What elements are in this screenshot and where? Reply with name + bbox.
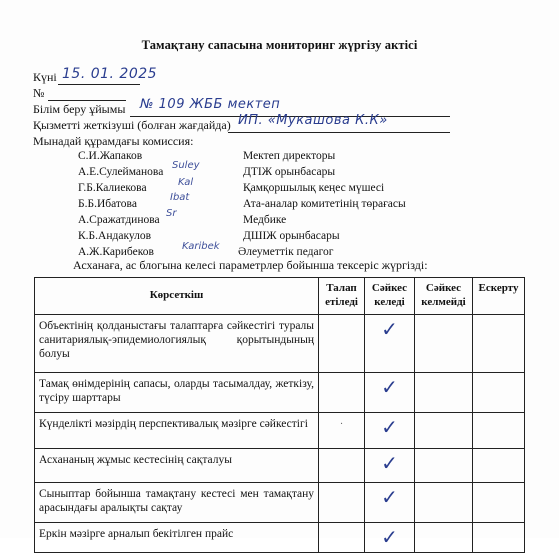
member-name: Г.Б.Калиекова: [78, 182, 147, 194]
table-row: [35, 412, 525, 448]
note-cell: [473, 412, 525, 448]
date-label: Күні: [33, 70, 57, 84]
checkmark-icon: ✓: [381, 374, 398, 399]
indicator-cell: Күнделікті мәзірдің перспективалық мәзірге сәйкестігі: [35, 412, 319, 448]
number-label: №: [33, 86, 45, 100]
required-mark: ·: [339, 418, 344, 430]
not-complies-cell: [415, 412, 473, 448]
header-complies: Сәйкес келеді: [365, 278, 415, 315]
note-cell: [473, 482, 525, 522]
date-value: 15. 01. 2025: [62, 66, 158, 82]
service-label: Қызметті жеткізуші (болған жағдайда): [33, 118, 231, 132]
header-not-complies: Сәйкес келмейді: [415, 278, 473, 315]
checkmark-icon: ✓: [381, 450, 398, 475]
service-value: ИП. «Мукашова К.К»: [238, 113, 388, 128]
not-complies-cell: [415, 522, 473, 552]
table-row: [35, 314, 525, 372]
table-row: [35, 448, 525, 482]
checkmark-icon: ✓: [381, 316, 398, 341]
service-underline: [228, 132, 450, 133]
not-complies-cell: [415, 482, 473, 522]
school-value: № 109 ЖББ мектеп: [140, 97, 281, 112]
header-note: Ескерту: [473, 278, 525, 315]
document-title: Тамақтану сапасына мониторинг жүргізу актісі: [141, 38, 418, 52]
member-name: Б.Б.Ибатова: [78, 198, 137, 210]
member-name: С.И.Жапаков: [78, 150, 143, 162]
member-name: К.Б.Андакулов: [78, 230, 152, 242]
required-cell: [319, 314, 365, 372]
signature-scribble: Kal: [178, 177, 194, 188]
header-required: Талап етіледі: [319, 278, 365, 315]
not-complies-cell: [415, 448, 473, 482]
date-underline: [58, 84, 140, 85]
indicator-cell: Асхананың жұмыс кестесінің сақталуы: [35, 448, 319, 482]
checkmark-icon: ✓: [381, 524, 398, 549]
table-row: [35, 522, 525, 552]
required-cell: [319, 372, 365, 412]
member-role: Ата-аналар комитетінің төрағасы: [243, 198, 406, 210]
required-cell: [319, 448, 365, 482]
checkmark-icon: ✓: [381, 414, 398, 439]
member-role: Медбике: [243, 214, 287, 226]
member-name: А.Е.Сулейманова: [78, 166, 164, 178]
not-complies-cell: [415, 372, 473, 412]
intro-text: Асханаға, ас блогына келесі параметрлер бойынша тексеріс жүргізді:: [73, 258, 428, 272]
note-cell: [473, 448, 525, 482]
signature-scribble: Suley: [172, 160, 200, 171]
table-header-row: [35, 278, 525, 315]
indicator-cell: Сыныптар бойынша тамақтану кестесі мен тамақтану арасындағы аралықты сақтау: [35, 482, 319, 522]
required-cell: [319, 482, 365, 522]
note-cell: [473, 522, 525, 552]
indicator-cell: Тамақ өнімдерінің сапасы, оларды тасымалдау, жеткізу, түсіру шарттары: [35, 372, 319, 412]
member-name: А.Сражатдинова: [78, 214, 160, 226]
not-complies-cell: [415, 314, 473, 372]
checkmark-icon: ✓: [381, 484, 398, 509]
school-label: Білім беру ұйымы: [33, 102, 126, 116]
member-role: Мектеп директоры: [243, 150, 336, 162]
header-indicator: Көрсеткіш: [35, 278, 319, 315]
table-row: [35, 482, 525, 522]
member-role: Қамқоршылық кеңес мүшесі: [243, 182, 385, 194]
commission-label: Мынадай құрамдағы комиссия:: [33, 134, 194, 148]
indicator-cell: Объектінің қолданыстағы талаптарға сәйкестігі туралы санитариялық-эпидемиологиялық қорытындының болуы: [35, 314, 319, 372]
signature-scribble: Karibek: [182, 241, 220, 252]
number-underline: [48, 100, 126, 101]
inspection-table: [34, 277, 525, 553]
member-role: ДТІЖ орынбасары: [243, 166, 336, 178]
member-name: А.Ж.Карибеков: [78, 246, 154, 258]
required-cell: [319, 522, 365, 552]
signature-scribble: Ibat: [170, 192, 190, 203]
member-role: Әлеуметтік педагог: [238, 246, 334, 258]
note-cell: [473, 314, 525, 372]
table-row: [35, 372, 525, 412]
note-cell: [473, 372, 525, 412]
signature-scribble: Sr: [166, 208, 177, 219]
member-role: ДШІЖ орынбасары: [243, 230, 340, 242]
indicator-cell: Еркін мәзірге арналып бекітілген прайс: [35, 522, 319, 552]
